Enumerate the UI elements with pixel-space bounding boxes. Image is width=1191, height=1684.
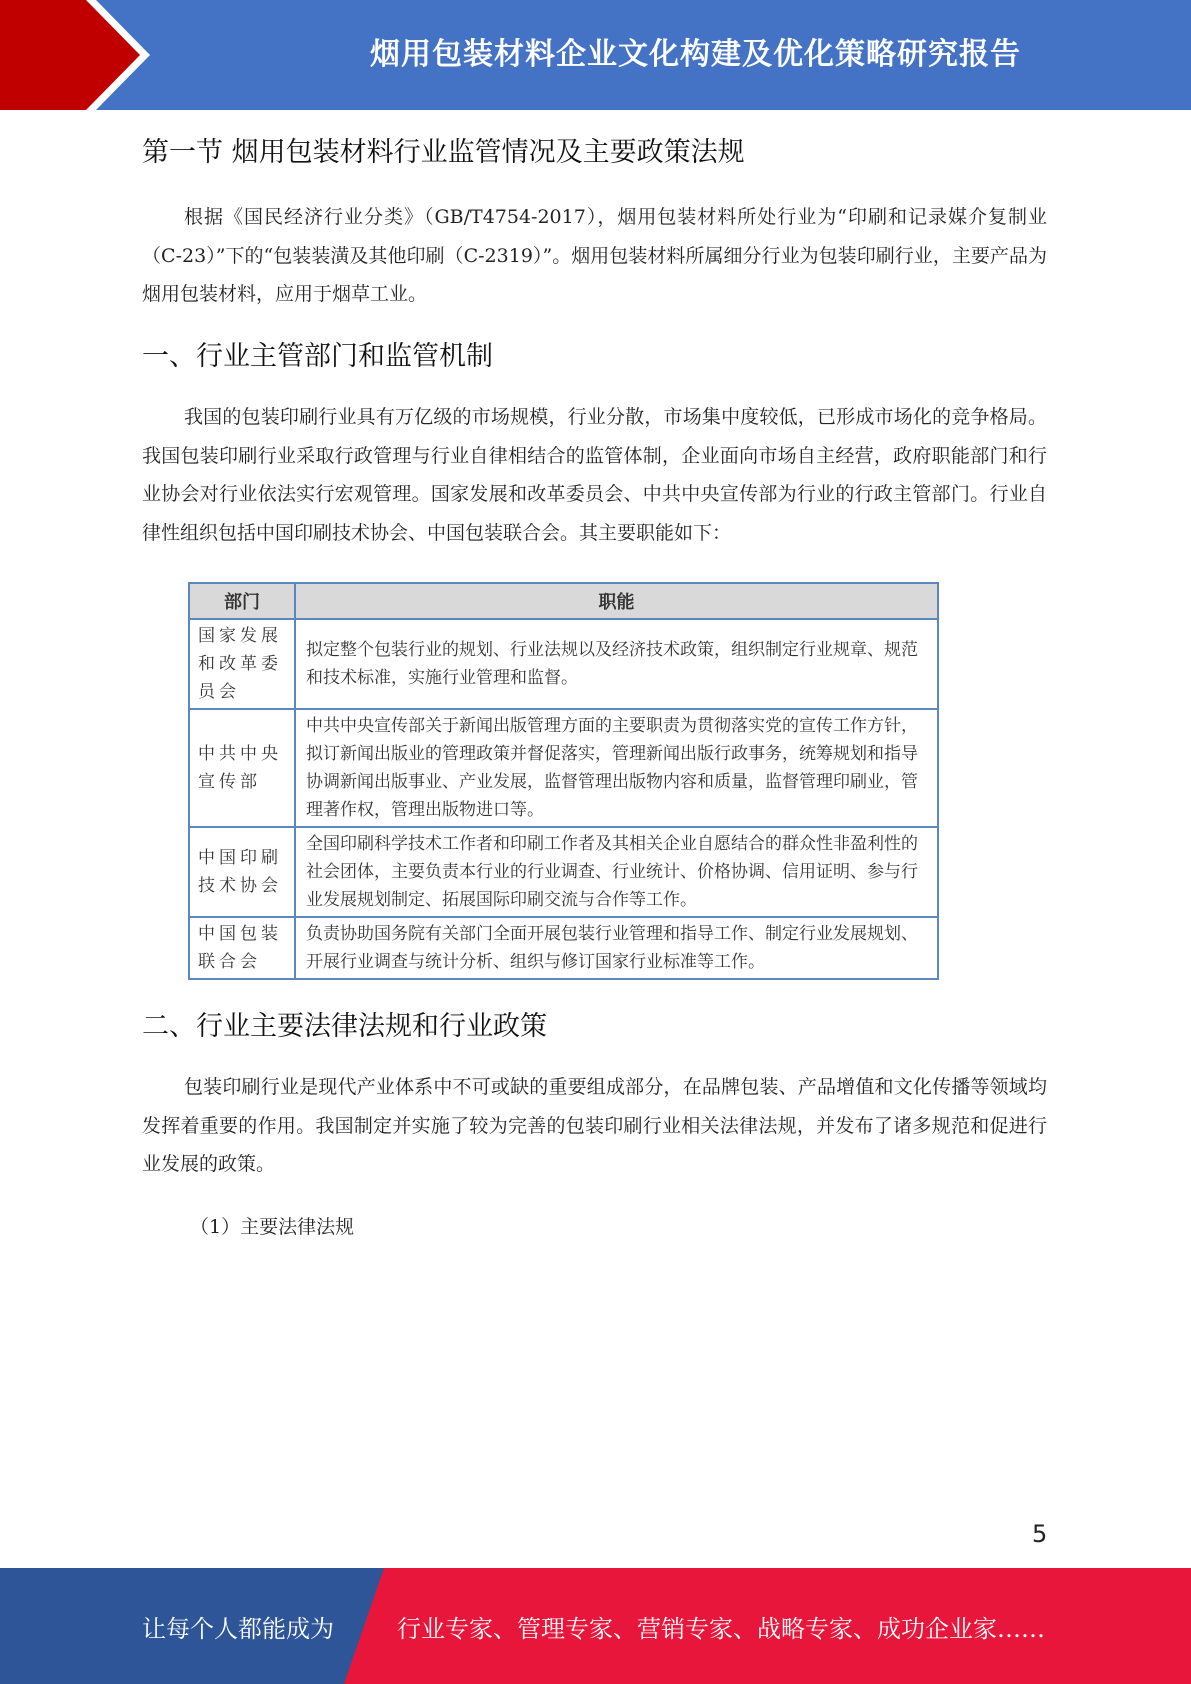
part1-title: 一、行业主管部门和监管机制	[142, 341, 493, 372]
table-cell-dept: 国家发展和改革委员会	[189, 619, 295, 709]
page-number: 5	[1032, 1520, 1048, 1548]
table-cell-function: 全国印刷科学技术工作者和印刷工作者及其相关企业自愿结合的群众性非盈利性的社会团体，主要负责本行业的行业调查、行业统计、价格协调、信用证明、参与行业发展规划制定、拓展国际印刷交流与合作等工作。	[295, 827, 938, 917]
table-row	[189, 709, 938, 827]
part2-subheading: （1）主要法律法规	[190, 1216, 355, 1238]
table-header-row	[189, 583, 938, 619]
footer-slogan-left: 让每个人都能成为	[142, 1614, 334, 1643]
part2-title: 二、行业主要法律法规和行业政策	[142, 1011, 547, 1042]
footer-banner	[0, 1568, 1191, 1684]
regulators-table	[188, 582, 939, 980]
header-banner	[0, 0, 1191, 110]
table-cell-dept: 中共中央宣传部	[189, 709, 295, 827]
table-row	[189, 619, 938, 709]
footer-slogan-right: 行业专家、管理专家、营销专家、战略专家、成功企业家……	[397, 1614, 1045, 1643]
table-cell-dept: 中国印刷技术协会	[189, 827, 295, 917]
table-row	[189, 917, 938, 979]
part1-paragraph: 我国的包装印刷行业具有万亿级的市场规模，行业分散，市场集中度较低，已形成市场化的竞争格局。我国包装印刷行业采取行政管理与行业自律相结合的监管体制，企业面向市场自主经营，政府职能部门和行业协会对行业依法实行宏观管理。国家发展和改革委员会、中共中央宣传部为行业的行政主管部门。行业自律性组织包括中国印刷技术协会、中国包装联合会。其主要职能如下：	[142, 406, 1047, 544]
table-cell-function: 负责协助国务院有关部门全面开展包装行业管理和指导工作、制定行业发展规划、开展行业调查与统计分析、组织与修订国家行业标准等工作。	[295, 917, 938, 979]
table-header-function: 职能	[295, 583, 938, 619]
table-cell-function: 拟定整个包装行业的规划、行业法规以及经济技术政策，组织制定行业规章、规范和技术标准，实施行业管理和监督。	[295, 619, 938, 709]
part2-paragraph: 包装印刷行业是现代产业体系中不可或缺的重要组成部分，在品牌包装、产品增值和文化传播等领域均发挥着重要的作用。我国制定并实施了较为完善的包装印刷行业相关法律法规，并发布了诸多规范和促进行业发展的政策。	[142, 1076, 1047, 1175]
table-header-dept: 部门	[189, 583, 295, 619]
table-cell-function: 中共中央宣传部关于新闻出版管理方面的主要职责为贯彻落实党的宣传工作方针，拟订新闻出版业的管理政策并督促落实，管理新闻出版行政事务，统筹规划和指导协调新闻出版事业、产业发展，监督管理出版物内容和质量，监督管理印刷业，管理著作权，管理出版物进口等。	[295, 709, 938, 827]
table-row	[189, 827, 938, 917]
table-cell-dept: 中国包装联合会	[189, 917, 295, 979]
header-title: 烟用包装材料企业文化构建及优化策略研究报告	[370, 37, 1021, 72]
section-intro: 根据《国民经济行业分类》（GB/T4754-2017），烟用包装材料所处行业为“印刷和记录媒介复制业（C-23）”下的“包装装潢及其他印刷（C-2319）”。烟用包装材料所属细分行业为包装印刷行业，主要产品为烟用包装材料，应用于烟草工业。	[142, 206, 1047, 305]
section-title: 第一节 烟用包装材料行业监管情况及主要政策法规	[142, 137, 745, 168]
